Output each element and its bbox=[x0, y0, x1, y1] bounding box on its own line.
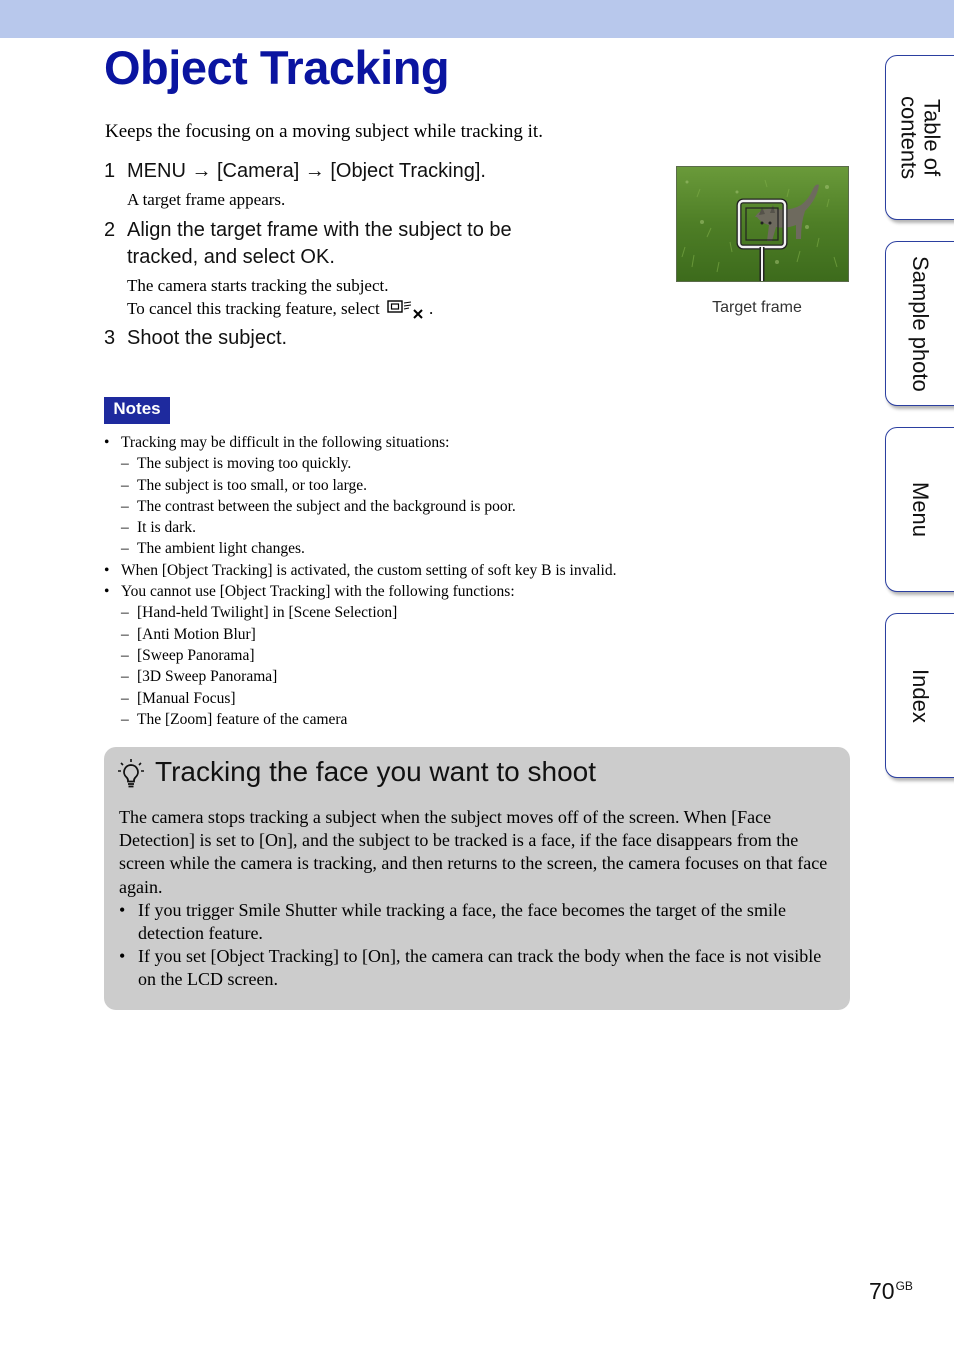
tip-bullet: • If you trigger Smile Shutter while tracking a face, the face becomes the target of the smile detection feature. bbox=[119, 899, 786, 944]
note-subitem-text: [Sweep Panorama] bbox=[137, 646, 255, 664]
tip-bullet-text: If you trigger Smile Shutter while tracking a face, the face becomes the target of the smile detection feature. bbox=[138, 899, 786, 944]
note-item-text: Tracking may be difficult in the following situations: bbox=[121, 434, 450, 451]
note-subitem-text: The [Zoom] feature of the camera bbox=[137, 710, 348, 728]
note-subitem-text: [Anti Motion Blur] bbox=[137, 625, 256, 643]
note-subitem-text: [3D Sweep Panorama] bbox=[137, 668, 278, 686]
note-subitem-text: It is dark. bbox=[137, 519, 196, 537]
note-subitem: – [3D Sweep Panorama] bbox=[121, 668, 278, 686]
lightbulb-icon bbox=[117, 759, 145, 789]
step-number: 3 bbox=[104, 327, 116, 349]
note-subitem: – The [Zoom] feature of the camera bbox=[121, 710, 348, 728]
step-number: 1 bbox=[104, 160, 116, 182]
note-subitem: – [Sweep Panorama] bbox=[121, 646, 255, 664]
tab-label: Table of contents bbox=[896, 95, 945, 180]
tab-table-of-contents[interactable] bbox=[885, 55, 954, 220]
page-number-suffix: GB bbox=[895, 1279, 913, 1293]
tab-sample-photo[interactable] bbox=[885, 241, 954, 406]
note-subitem: – It is dark. bbox=[121, 519, 196, 537]
note-item: • Tracking may be difficult in the following situations: bbox=[104, 434, 450, 451]
intro-text: Keeps the focusing on a moving subject while tracking it. bbox=[105, 121, 543, 142]
tab-label: Menu bbox=[908, 481, 933, 538]
cancel-note-text: To cancel this tracking feature, select bbox=[127, 299, 380, 318]
target-frame-photo bbox=[676, 166, 849, 282]
note-subitem-text: The ambient light changes. bbox=[137, 540, 305, 558]
notes-list bbox=[104, 432, 616, 730]
tip-body bbox=[119, 806, 837, 992]
tip-bullet: • If you set [Object Tracking] to [On], the camera can track the body when the face is not visible on the LCD screen. bbox=[119, 946, 822, 990]
tip-title: Tracking the face you want to shoot bbox=[155, 756, 596, 787]
step-number: 2 bbox=[104, 219, 116, 241]
tab-label: Sample photo bbox=[908, 255, 933, 392]
tip-bullet-text: If you set [Object Tracking] to [On], the camera can track the body when the face is not visible on the LCD screen. bbox=[138, 946, 822, 990]
step-text: Align the target frame with the subject to be tracked, and select OK. bbox=[127, 219, 512, 268]
note-subitem: – The subject is too small, or too large. bbox=[121, 476, 368, 494]
note-subitem-text: [Hand-held Twilight] in [Scene Selection] bbox=[137, 604, 398, 622]
tab-index[interactable] bbox=[885, 613, 954, 778]
photo-caption: Target frame bbox=[712, 299, 802, 316]
tip-box bbox=[104, 747, 850, 1010]
note-subitem: – [Anti Motion Blur] bbox=[121, 625, 256, 643]
page-number bbox=[869, 1278, 913, 1305]
note-subitem-text: The contrast between the subject and the background is poor. bbox=[137, 497, 516, 515]
step-2-cancel-note bbox=[127, 297, 433, 320]
page-title: Object Tracking bbox=[104, 41, 450, 94]
note-subitem-text: [Manual Focus] bbox=[137, 689, 236, 707]
step-2 bbox=[104, 217, 577, 271]
cancel-note-period: . bbox=[429, 299, 434, 318]
step-text: Shoot the subject. bbox=[127, 327, 288, 349]
note-subitem: – The subject is moving too quickly. bbox=[121, 455, 352, 473]
note-subitem-text: The subject is too small, or too large. bbox=[137, 476, 368, 494]
step-1-note: A target frame appears. bbox=[127, 190, 286, 209]
step-2-note: The camera starts tracking the subject. bbox=[127, 276, 389, 295]
note-subitem: – [Hand-held Twilight] in [Scene Selection] bbox=[121, 604, 398, 622]
note-subitem: – The ambient light changes. bbox=[121, 540, 305, 558]
note-subitem-text: The subject is moving too quickly. bbox=[137, 455, 352, 473]
tab-menu[interactable] bbox=[885, 427, 954, 592]
step-3 bbox=[104, 325, 577, 352]
note-subitem: – The contrast between the subject and the background is poor. bbox=[121, 497, 516, 515]
tip-paragraph: The camera stops tracking a subject when the subject moves off of the screen. When [Face Detection] is set to [On], and the subject to be tracked is a face, if the face disappears from the screen while the camera is tracking, and then returns to the screen, the camera focuses on that face again. bbox=[119, 807, 828, 897]
tab-label: Index bbox=[908, 668, 933, 723]
page-number-value: 70 bbox=[869, 1278, 895, 1304]
note-subitem: – [Manual Focus] bbox=[121, 689, 236, 707]
note-item-text: When [Object Tracking] is activated, the custom setting of soft key B is invalid. bbox=[121, 561, 617, 579]
step-text: MENU → [Camera] → [Object Tracking]. bbox=[127, 160, 486, 182]
header-bar bbox=[0, 0, 954, 38]
tracking-cancel-icon bbox=[387, 299, 429, 319]
step-1 bbox=[104, 158, 577, 185]
note-item-text: You cannot use [Object Tracking] with the following functions: bbox=[121, 583, 515, 601]
note-item: • When [Object Tracking] is activated, the custom setting of soft key B is invalid. bbox=[104, 561, 617, 579]
notes-label: Notes bbox=[104, 397, 170, 424]
note-item: • You cannot use [Object Tracking] with the following functions: bbox=[104, 583, 515, 601]
